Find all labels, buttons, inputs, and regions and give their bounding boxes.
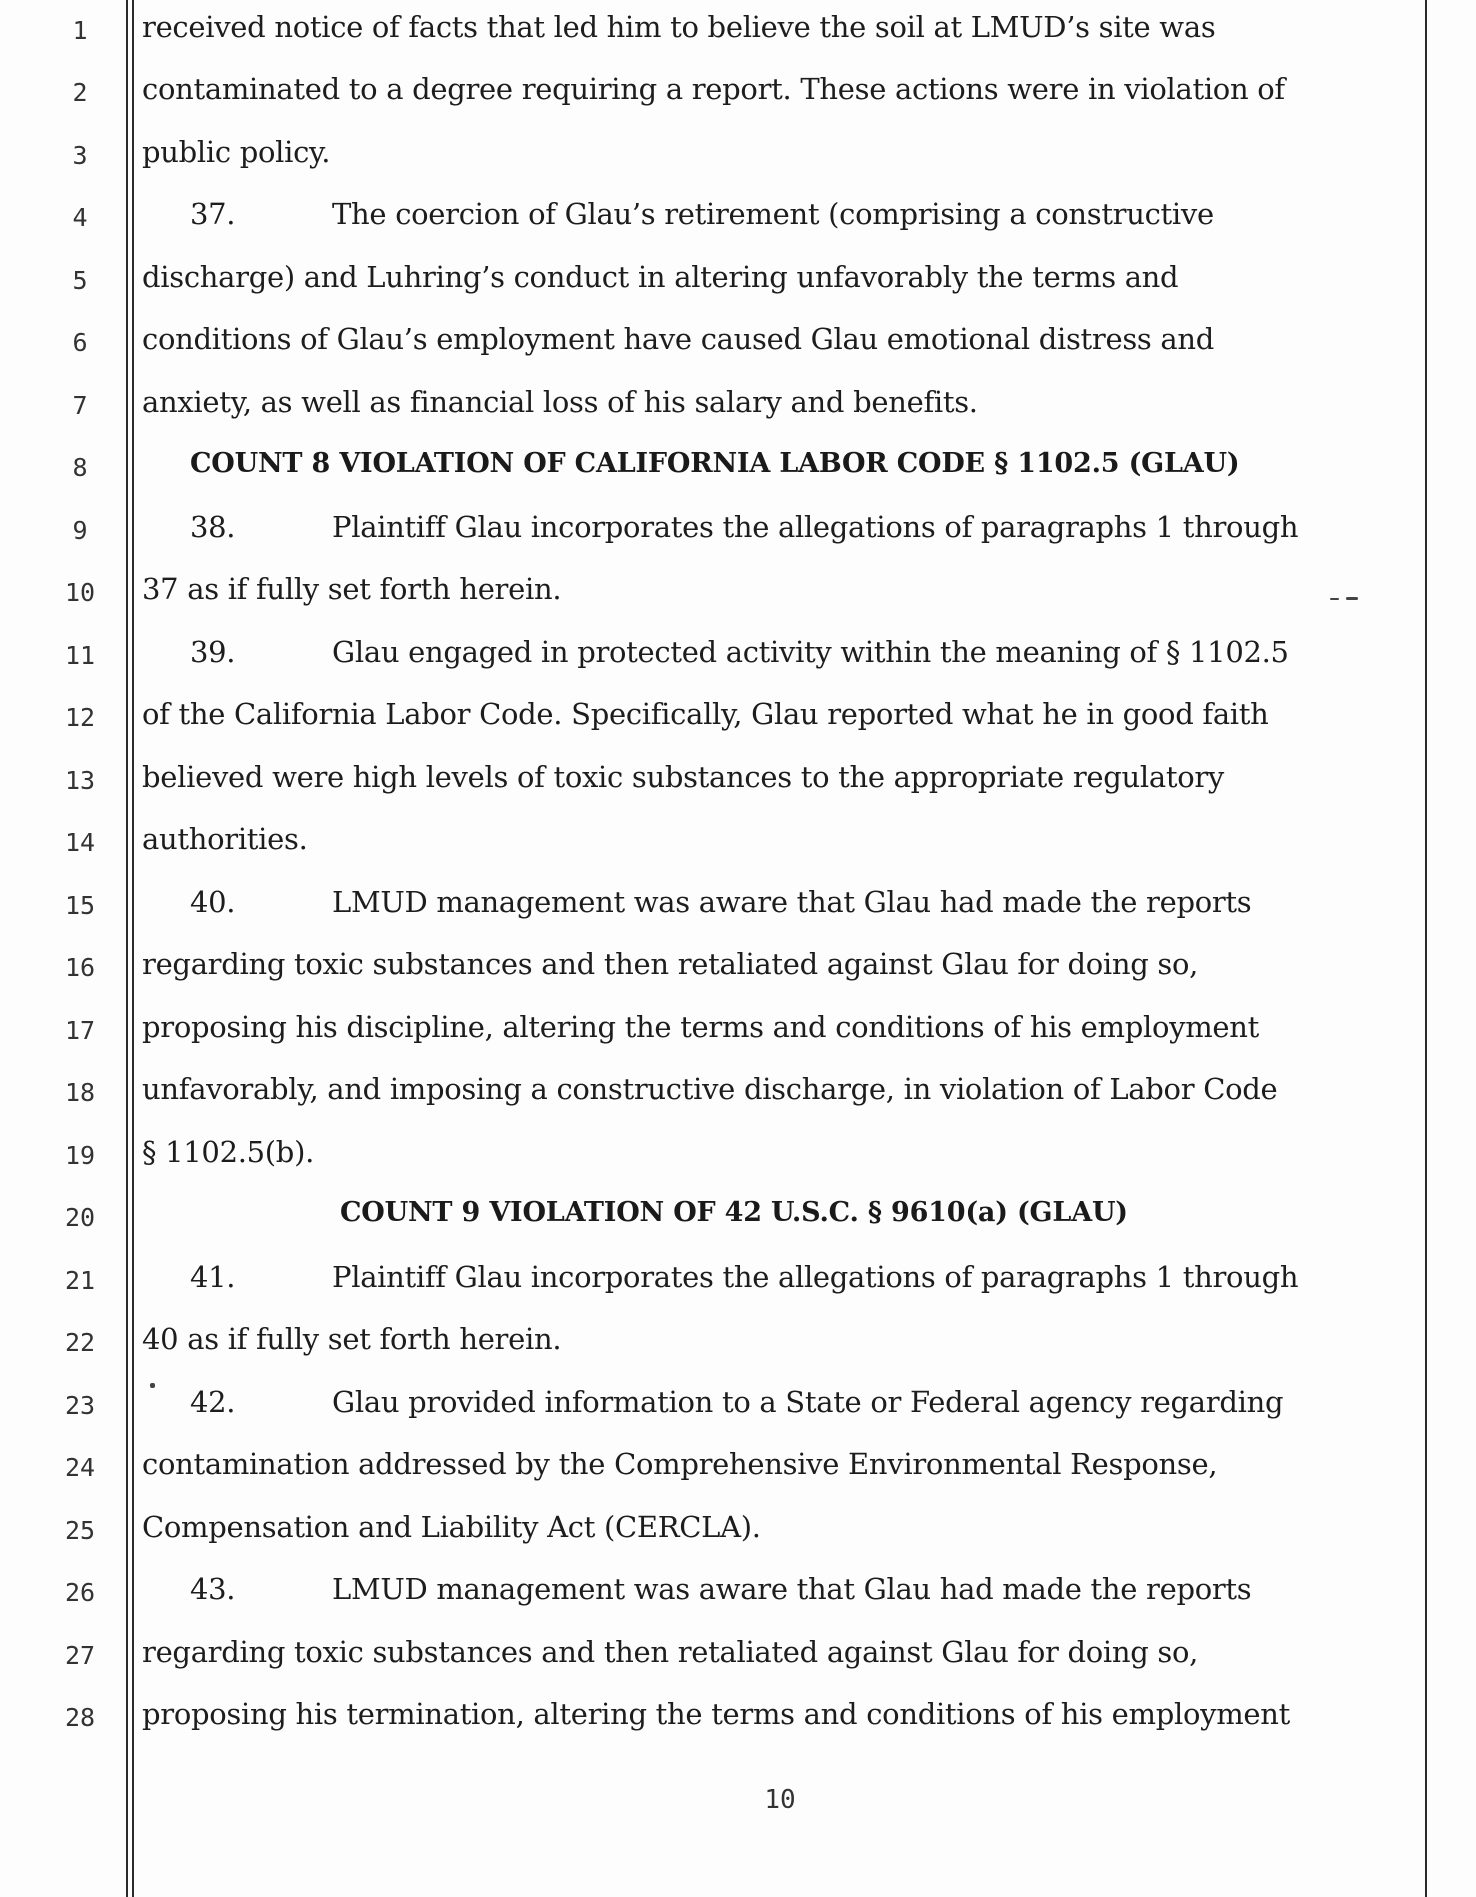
line-number: 20 (64, 1203, 96, 1232)
text-line-18: unfavorably, and imposing a constructive discharge, in violation of Labor Code (142, 1072, 1278, 1106)
line-number: 3 (72, 141, 88, 170)
text-line-19: § 1102.5(b). (142, 1135, 315, 1169)
paragraph-42-line-1 (142, 1385, 1283, 1419)
line-number: 12 (64, 703, 96, 732)
count-9-heading: COUNT 9 VIOLATION OF 42 U.S.C. § 9610(a) (GLAU) (340, 1197, 1128, 1228)
line-number: 13 (64, 766, 96, 795)
line-number: 27 (64, 1641, 96, 1670)
line-number: 16 (64, 953, 96, 982)
line-number: 28 (64, 1703, 96, 1732)
text-line-10: 37 as if fully set forth herein. (142, 572, 562, 606)
text-line-25: Compensation and Liability Act (CERCLA). (142, 1510, 761, 1544)
paragraph-number: 38. (190, 510, 236, 544)
text-line-12: of the California Labor Code. Specifically, Glau reported what he in good faith (142, 697, 1269, 731)
line-number: 17 (64, 1016, 96, 1045)
paragraph-40-line-1 (142, 885, 1251, 919)
line-number: 5 (72, 266, 88, 295)
line-number: 23 (64, 1391, 96, 1420)
paragraph-37-line-1 (142, 197, 1214, 231)
paragraph-43-line-1 (142, 1572, 1251, 1606)
line-number: 18 (64, 1078, 96, 1107)
text-line-22: 40 as if fully set forth herein. (142, 1322, 562, 1356)
line-number: 24 (64, 1453, 96, 1482)
text-line-6: conditions of Glau’s employment have caused Glau emotional distress and (142, 322, 1215, 356)
line-number: 4 (72, 203, 88, 232)
text-line-5: discharge) and Luhring’s conduct in altering unfavorably the terms and (142, 260, 1179, 294)
right-margin-rule (1425, 0, 1427, 1897)
left-margin-rule-outer (126, 0, 128, 1897)
paragraph-number: 37. (190, 197, 236, 231)
text-line-1: received notice of facts that led him to believe the soil at LMUD’s site was (142, 10, 1216, 44)
text-line-24: contamination addressed by the Comprehensive Environmental Response, (142, 1447, 1218, 1481)
scan-speck (1346, 597, 1358, 600)
line-number: 1 (72, 16, 88, 45)
paragraph-38-line-1 (142, 510, 1298, 544)
line-number: 21 (64, 1266, 96, 1295)
paragraph-text: Plaintiff Glau incorporates the allegations of paragraphs 1 through (332, 1260, 1299, 1294)
text-line-16: regarding toxic substances and then retaliated against Glau for doing so, (142, 947, 1199, 981)
line-number: 11 (64, 641, 96, 670)
scan-speck (1330, 598, 1339, 600)
text-line-2: contaminated to a degree requiring a report. These actions were in violation of (142, 72, 1285, 106)
paragraph-number: 42. (190, 1385, 236, 1419)
paragraph-text: Plaintiff Glau incorporates the allegations of paragraphs 1 through (332, 510, 1299, 544)
line-number: 25 (64, 1516, 96, 1545)
paragraph-number: 39. (190, 635, 236, 669)
paragraph-39-line-1 (142, 635, 1289, 669)
line-number: 8 (72, 453, 88, 482)
paragraph-number: 40. (190, 885, 236, 919)
line-number: 26 (64, 1578, 96, 1607)
text-line-13: believed were high levels of toxic substances to the appropriate regulatory (142, 760, 1225, 794)
page-number: 10 (764, 1785, 796, 1815)
line-number: 15 (64, 891, 96, 920)
text-line-27: regarding toxic substances and then retaliated against Glau for doing so, (142, 1635, 1199, 1669)
line-number: 10 (64, 578, 96, 607)
left-margin-rule-inner (132, 0, 134, 1897)
scan-speck (150, 1383, 155, 1388)
paragraph-41-line-1 (142, 1260, 1298, 1294)
line-number: 7 (72, 391, 88, 420)
text-line-17: proposing his discipline, altering the terms and conditions of his employment (142, 1010, 1260, 1044)
line-number: 22 (64, 1328, 96, 1357)
text-line-14: authorities. (142, 822, 308, 856)
text-line-7: anxiety, as well as financial loss of his salary and benefits. (142, 385, 978, 419)
line-number: 9 (72, 516, 88, 545)
paragraph-text: LMUD management was aware that Glau had made the reports (332, 885, 1252, 919)
line-number: 6 (72, 328, 88, 357)
text-line-28: proposing his termination, altering the terms and conditions of his employment (142, 1697, 1290, 1731)
paragraph-text: Glau provided information to a State or Federal agency regarding (332, 1385, 1284, 1419)
line-number: 19 (64, 1141, 96, 1170)
line-number: 2 (72, 78, 88, 107)
paragraph-text: Glau engaged in protected activity within the meaning of § 1102.5 (332, 635, 1289, 669)
paragraph-number: 43. (190, 1572, 236, 1606)
paragraph-text: LMUD management was aware that Glau had made the reports (332, 1572, 1252, 1606)
paragraph-number: 41. (190, 1260, 236, 1294)
paragraph-text: The coercion of Glau’s retirement (comprising a constructive (332, 197, 1214, 231)
line-number: 14 (64, 828, 96, 857)
count-8-heading: COUNT 8 VIOLATION OF CALIFORNIA LABOR CODE § 1102.5 (GLAU) (190, 448, 1240, 479)
text-line-3: public policy. (142, 135, 331, 169)
